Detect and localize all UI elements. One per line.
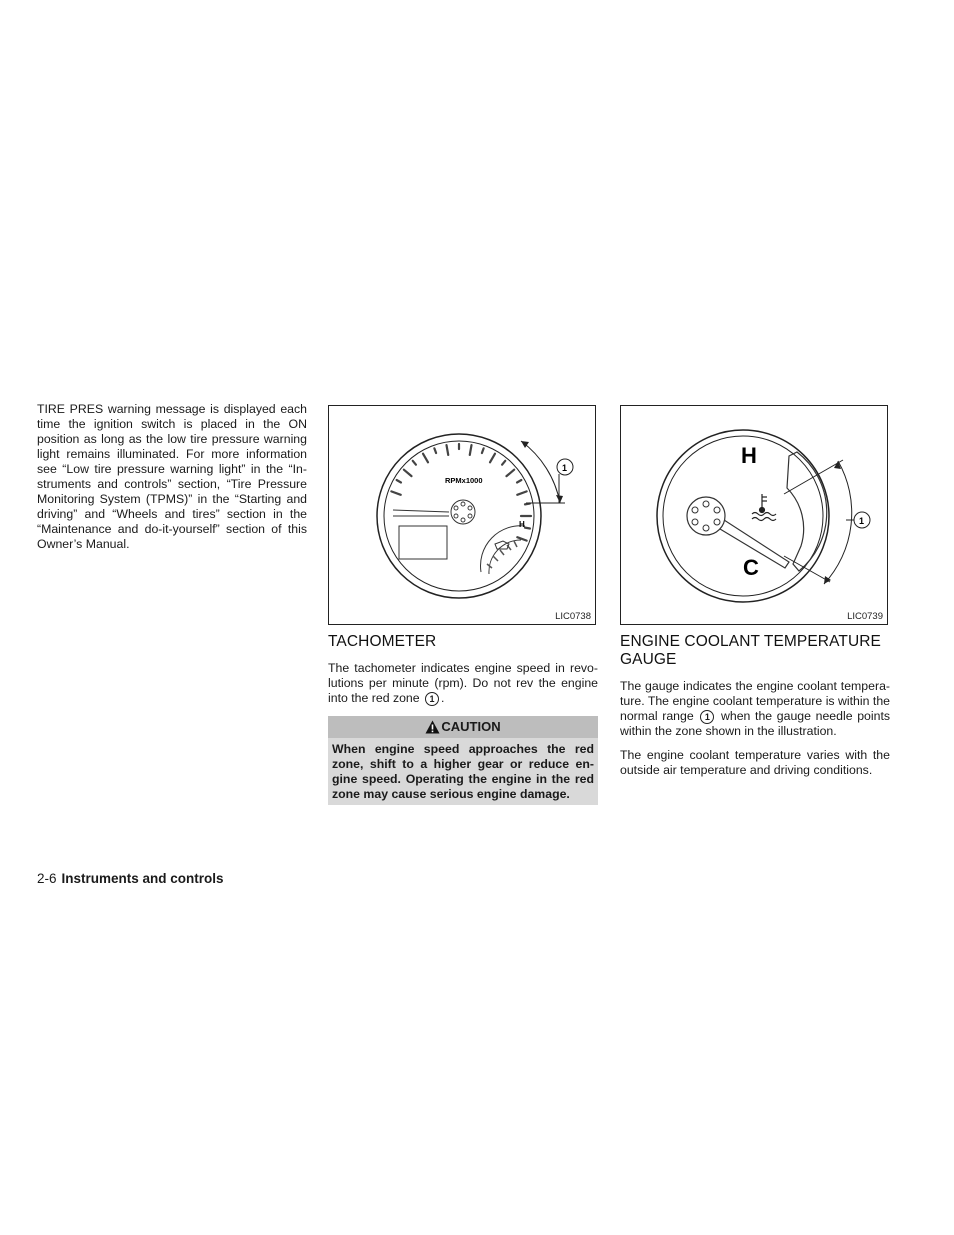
- tachometer-illustration: [329, 406, 595, 624]
- coolant-figure-code: LIC0739: [847, 611, 883, 622]
- coolant-figure: [620, 405, 888, 625]
- page-number: 2-6: [37, 871, 57, 886]
- coolant-paragraph-2: The engine coolant temperature varies with the outside air temperature and driving conditions.: [620, 748, 890, 777]
- coolant-column: [620, 402, 890, 778]
- left-column: [37, 402, 307, 552]
- tach-tick: [502, 461, 505, 465]
- caution-box: [328, 716, 598, 805]
- tire-pres-paragraph: TIRE PRES warning message is displayed each time the ignition switch is placed in the ON position as long as the low tire pressure warning light remains illuminated. For more information see “Low tire pressure warning light” in the “In-struments and controls” section, “Tire Pressure Monitoring System (TPMS)” in the “Starting and driving” and “Wheels and tires” section in the “Maintenance and do-it-yourself” section of this Owner’s Manual.: [37, 402, 307, 551]
- tach-tick: [397, 480, 401, 483]
- tachometer-paragraph: The tachometer indicates engine speed in revo-lutions per minute (rpm). Do not rev the engine into the red zone 1 .: [328, 661, 598, 705]
- tach-tick: [404, 470, 412, 476]
- footer-section-title: Instruments and controls: [61, 871, 224, 886]
- tach-tick: [490, 454, 495, 463]
- warning-triangle-icon: [425, 720, 440, 734]
- tach-tick: [506, 470, 514, 476]
- coolant-temperature-icon: [752, 494, 776, 521]
- rpm-dial-label: RPMx1000: [445, 476, 483, 485]
- tach-tick: [482, 448, 484, 453]
- tachometer-figure: [328, 405, 596, 625]
- coolant-callout-1: 1: [859, 516, 865, 526]
- tach-tick: [391, 491, 400, 494]
- tach-small-gauge-h: H: [519, 520, 525, 529]
- zone-marker-1: 1: [425, 692, 439, 706]
- page-footer: [37, 871, 224, 886]
- tachometer-heading: TACHOMETER: [328, 633, 437, 650]
- tach-tick: [446, 445, 448, 455]
- tachometer-column: [328, 402, 598, 805]
- caution-title: CAUTION: [441, 719, 501, 734]
- tach-tick: [525, 503, 530, 504]
- coolant-heading: ENGINE COOLANT TEMPERATURE GAUGE: [620, 633, 881, 668]
- gauge-hot-label: H: [741, 443, 757, 468]
- tach-tick: [517, 491, 526, 494]
- tach-tick: [423, 454, 428, 463]
- coolant-gauge-illustration: [621, 406, 887, 624]
- tach-callout-1: 1: [562, 463, 568, 473]
- caution-text: When engine speed approaches the red zone, shift to a higher gear or reduce en-gine speed. Operating the engine in the red zone may cause serious engine damage.: [332, 742, 594, 801]
- tach-tick: [470, 445, 472, 455]
- gauge-cold-label: C: [743, 555, 759, 580]
- caution-header: [328, 716, 598, 738]
- coolant-paragraph-1: The gauge indicates the engine coolant tempera-ture. The engine coolant temperature is within the normal range 1 when the gauge needle points within the zone shown in the illustration.: [620, 679, 891, 738]
- tach-tick: [525, 528, 530, 529]
- tach-tick: [434, 448, 436, 453]
- tachometer-figure-code: LIC0738: [555, 611, 591, 622]
- tach-tick: [413, 461, 416, 465]
- tach-tick: [517, 480, 521, 483]
- range-marker-1: 1: [700, 710, 714, 724]
